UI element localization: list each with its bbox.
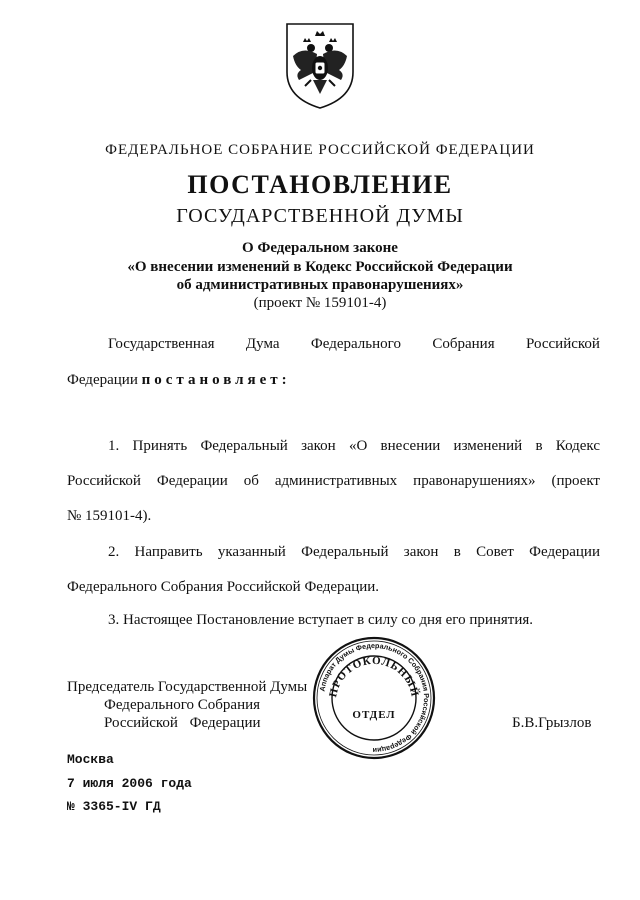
intro-line2-start: Федерации [67, 372, 138, 388]
paragraph-1-line-1: 1. Принять Федеральный закон «О внесении изменений в Кодекс [108, 438, 600, 454]
assembly-name: ФЕДЕРАЛЬНОЕ СОБРАНИЕ РОССИЙСКОЙ ФЕДЕРАЦИИ [105, 142, 535, 158]
paragraph-1-line-3: № 159101-4). [67, 508, 152, 524]
stamp-outer-text: Аппарат Думы Федерального Собрания Российской Федерации [317, 640, 432, 756]
intro-word: Российской [526, 336, 600, 352]
signatory-title-line-1: Председатель Государственной Думы [67, 679, 308, 695]
decree-verb: постановляет: [141, 372, 291, 388]
subject-line-1: О Федеральном законе [242, 240, 398, 256]
official-stamp [312, 636, 436, 760]
intro-word: Дума [245, 336, 280, 352]
registration-number: № 3365-IV ГД [67, 799, 161, 814]
intro-word: Собрания [432, 336, 495, 352]
intro-word: Государственная [108, 336, 215, 352]
document-issuer: ГОСУДАРСТВЕННОЙ ДУМЫ [176, 205, 464, 227]
date: 7 июля 2006 года [67, 776, 192, 791]
intro-line-2 [67, 372, 291, 389]
stamp-inner-top-text: ПРОТОКОЛЬНЫЙ [327, 654, 421, 699]
paragraph-2-line-2: Федерального Собрания Российской Федерации. [67, 579, 380, 595]
subject-line-3: об административных правонарушениях» [176, 277, 464, 293]
russian-coat-of-arms-icon [281, 20, 359, 110]
paragraph-3-line-1: 3. Настоящее Постановление вступает в силу со дня его принятия. [108, 612, 534, 628]
city: Москва [67, 752, 114, 767]
signatory-title-line-2: Федерального Собрания [104, 697, 261, 713]
intro-line-1 [108, 336, 600, 353]
stamp-inner-bottom-text: ОТДЕЛ [352, 709, 396, 721]
signer-name: Б.В.Грызлов [512, 715, 592, 731]
document-type-title: ПОСТАНОВЛЕНИЕ [187, 170, 453, 199]
intro-word: Федерального [310, 336, 401, 352]
paragraph-1-line-2: Российской Федерации об административных правонарушениях» (проект [67, 473, 600, 489]
subject-line-2: «О внесении изменений в Кодекс Российской Федерации [127, 259, 513, 275]
signatory-title-line-3: Российской Федерации [104, 715, 261, 731]
paragraph-2-line-1: 2. Направить указанный Федеральный закон в Совет Федерации [108, 544, 600, 560]
project-number: (проект № 159101-4) [253, 295, 387, 311]
